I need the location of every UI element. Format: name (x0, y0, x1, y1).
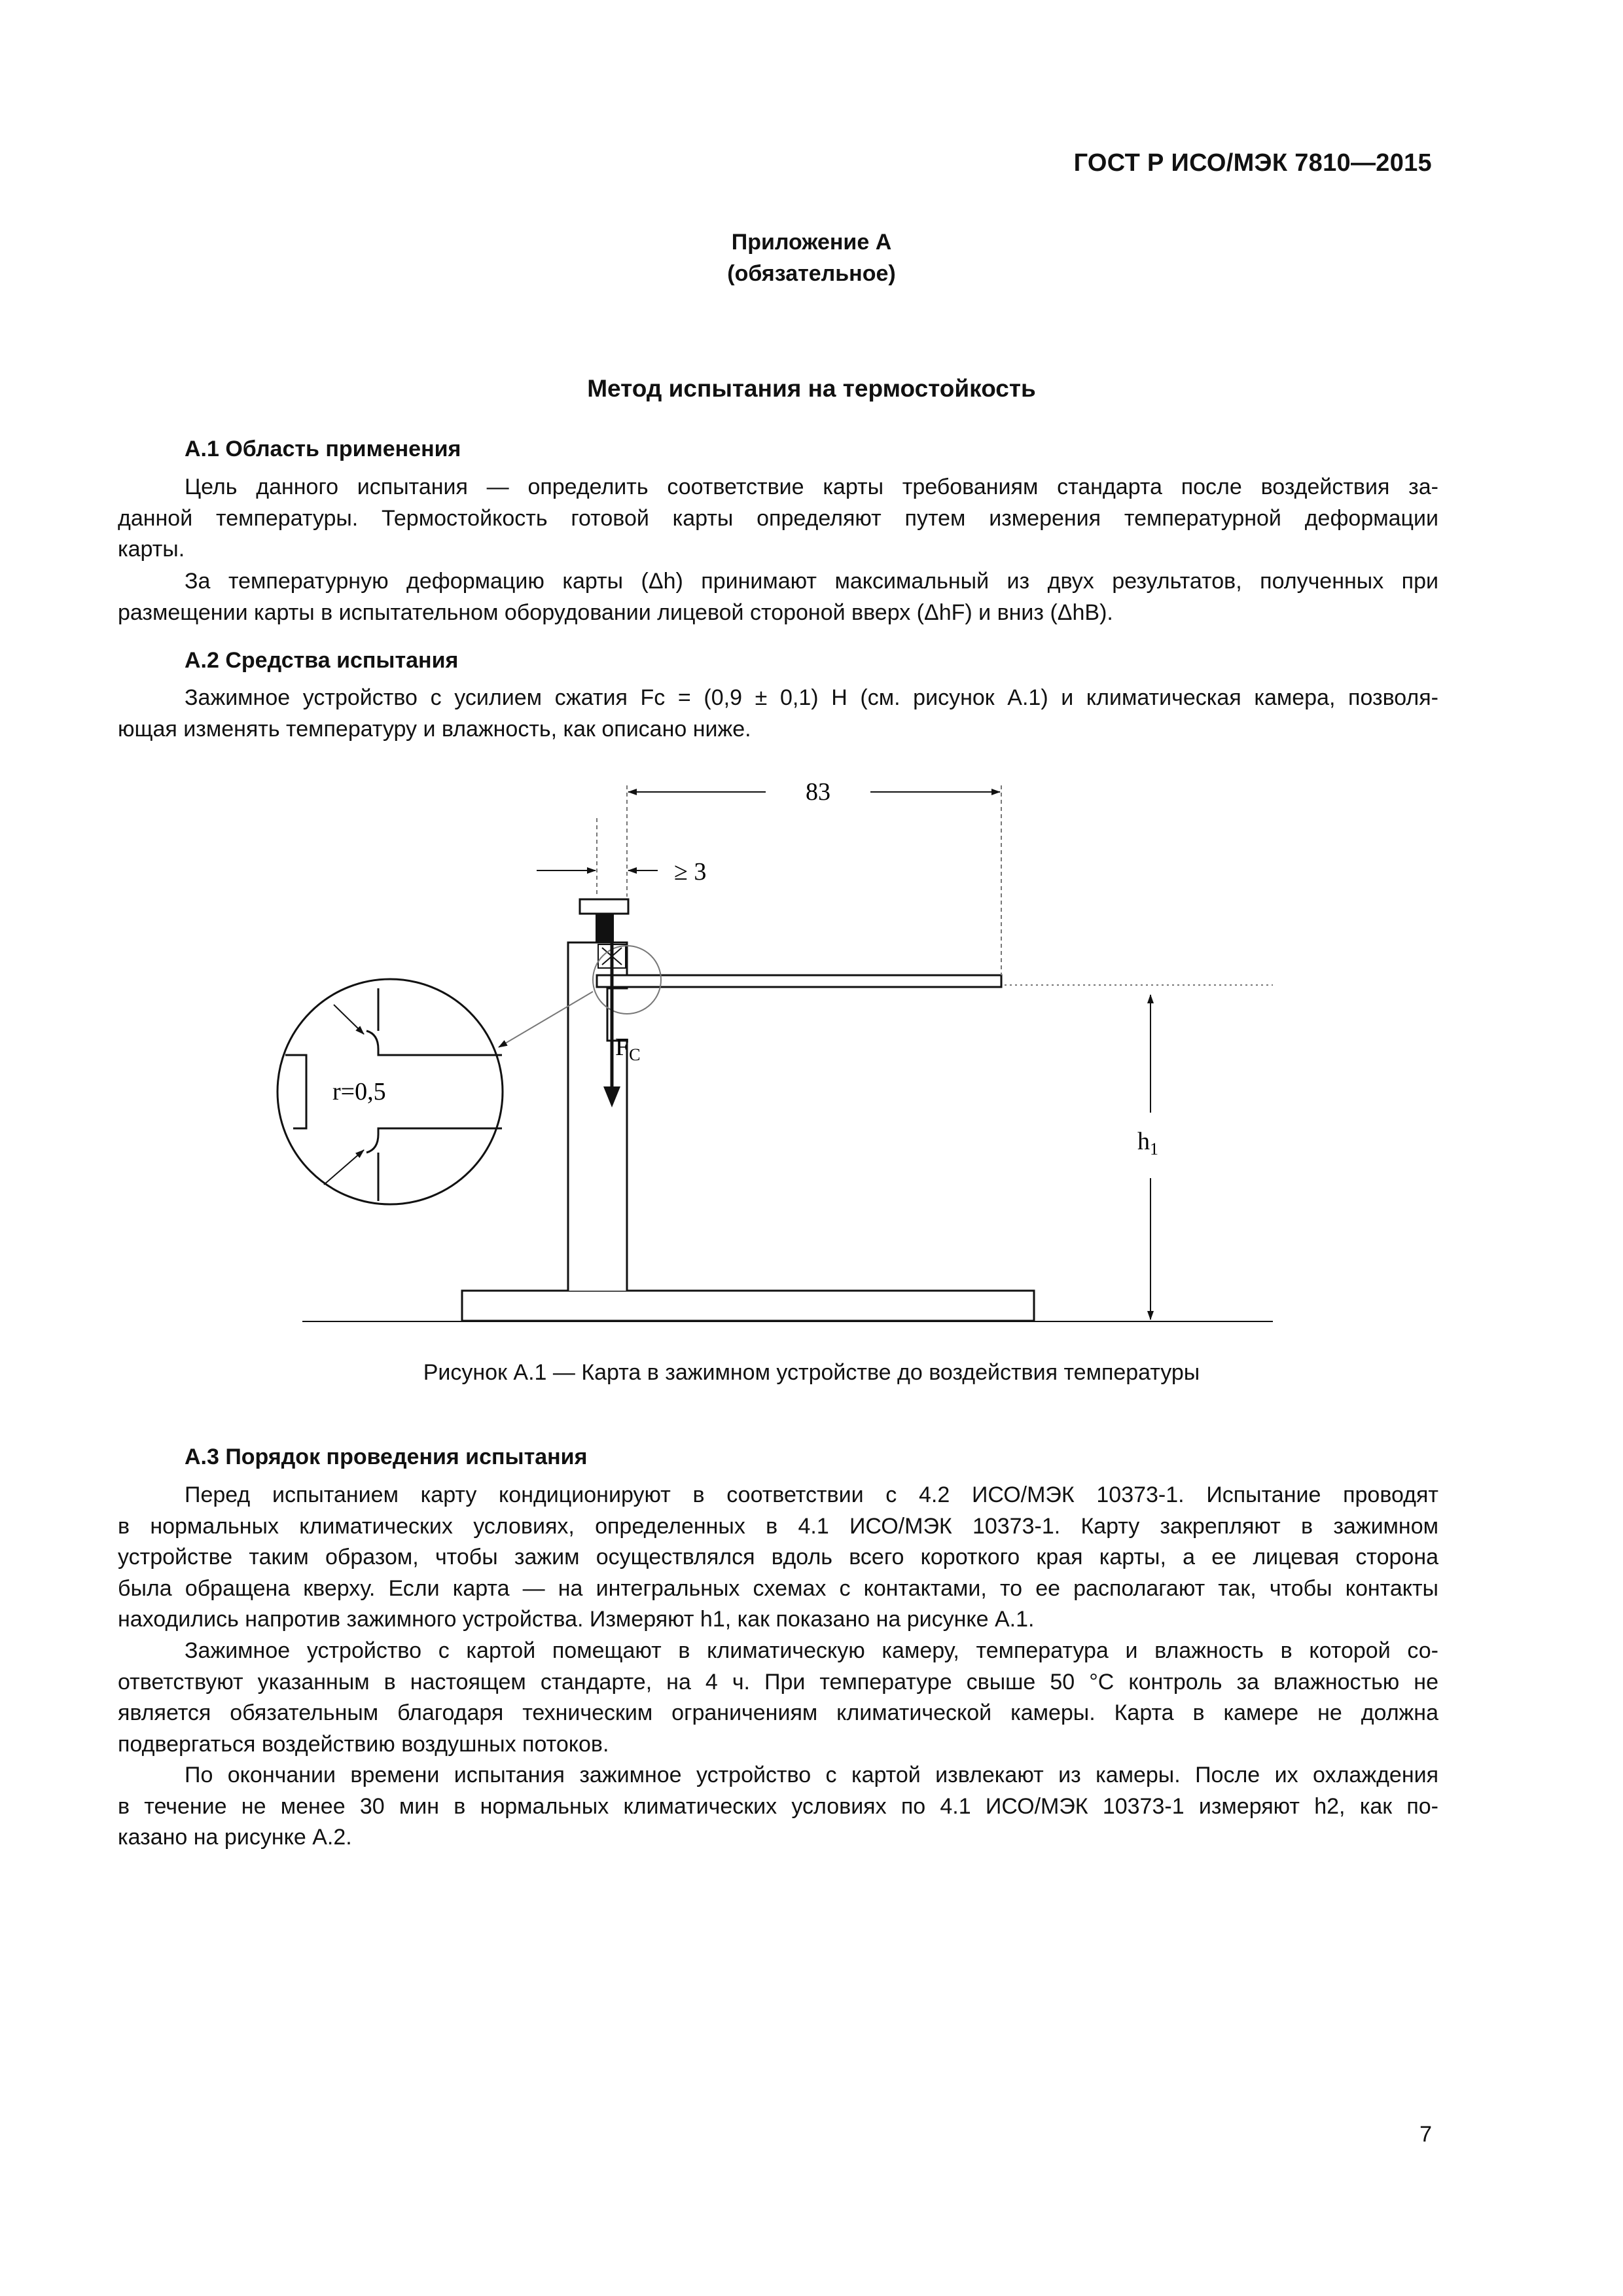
text-line: казано на рисунке А.2. (118, 1825, 352, 1850)
text-line: карты. (118, 537, 185, 562)
force-label: $F_C$ (615, 1033, 641, 1064)
dim-ge3-label: ≥ 3 (674, 858, 707, 886)
text-line: ответствуют указанным в настоящем стандарте, на 4 ч. При температуре свыше 50 °С контроль за влажностью не (118, 1669, 1438, 1695)
figure-caption: Рисунок А.1 — Карта в зажимном устройстве до воздействия температуры (423, 1360, 1200, 1385)
clamp-screw (596, 914, 614, 942)
section-a1-heading: А.1 Область применения (185, 437, 461, 461)
text-line: в нормальных климатических условиях, определенных в 4.1 ИСО/МЭК 10373-1. Карту закрепляют в зажимном (118, 1513, 1438, 1539)
text-line: За температурную деформацию карты (Δh) принимают максимальный из двух результатов, полученных при (185, 569, 1438, 594)
text-line: Зажимное устройство с усилием сжатия Fc = (0,9 ± 0,1) Н (см. рисунок А.1) и климатическая камера, позволя- (185, 685, 1438, 710)
section-a2-heading: А.2 Средства испытания (185, 648, 459, 673)
text-line: в течение не менее 30 мин в нормальных климатических условиях по 4.1 ИСО/МЭК 10373-1 измеряют h2, как по- (118, 1793, 1438, 1819)
magnified-detail (277, 979, 503, 1204)
text-line: Зажимное устройство с картой помещают в климатическую камеру, температура и влажность в которой со- (185, 1638, 1438, 1663)
text-line: Перед испытанием карту кондиционируют в соответствии с 4.2 ИСО/МЭК 10373-1. Испытание проводят (185, 1482, 1438, 1507)
section-a3-heading: А.3 Порядок проведения испытания (185, 1444, 588, 1469)
appendix-title: Приложение А (731, 230, 892, 255)
base-plate (462, 1291, 1034, 1321)
section-a3-paragraph-3 (118, 1760, 1438, 1854)
clamp-knob (580, 899, 628, 914)
appendix-status: (обязательное) (727, 261, 896, 286)
main-title: Метод испытания на термостойкость (587, 375, 1036, 402)
text-line: данной температуры. Термостойкость готовой карты определяют путем измерения температурной деформации (118, 505, 1438, 531)
dim-83-label: 83 (806, 778, 830, 806)
text-line: Цель данного испытания — определить соответствие карты требованиям стандарта после воздействия за- (185, 475, 1438, 499)
text-line: устройстве таким образом, чтобы зажим осуществлялся вдоль всего короткого края карты, а ее лицевая сторона (118, 1545, 1438, 1570)
text-line: была обращена кверху. Если карта — на интегральных схемах с контактами, то ее располагают так, чтобы контакты (118, 1575, 1438, 1601)
page-number: 7 (1419, 2122, 1432, 2147)
text-line: размещении карты в испытательном оборудовании лицевой стороной вверх (ΔhF) и вниз (ΔhB). (118, 600, 1113, 625)
text-line: подвергаться воздействию воздушных потоков. (118, 1731, 609, 1757)
text-line: находились напротив зажимного устройства. Измеряют h1, как показано на рисунке А.1. (118, 1607, 1035, 1632)
radius-label: r=0,5 (332, 1078, 386, 1105)
clamp-post (568, 942, 627, 1291)
h1-label: $h_1$ (1137, 1128, 1158, 1158)
text-line: По окончании времени испытания зажимное устройство с картой извлекают из камеры. После их охлаждения (185, 1763, 1438, 1787)
text-line: является обязательным благодаря техническим ограничениям климатической камеры. Карта в камере не должна (118, 1700, 1438, 1725)
card (597, 975, 1001, 987)
text-line: ющая изменять температуру и влажность, как описано ниже. (118, 716, 751, 742)
section-a3-paragraph-1 (118, 1480, 1438, 1636)
detail-circle (277, 979, 503, 1204)
section-a3-paragraph-2 (118, 1636, 1438, 1760)
document-code: ГОСТ Р ИСО/МЭК 7810—2015 (1073, 149, 1432, 177)
